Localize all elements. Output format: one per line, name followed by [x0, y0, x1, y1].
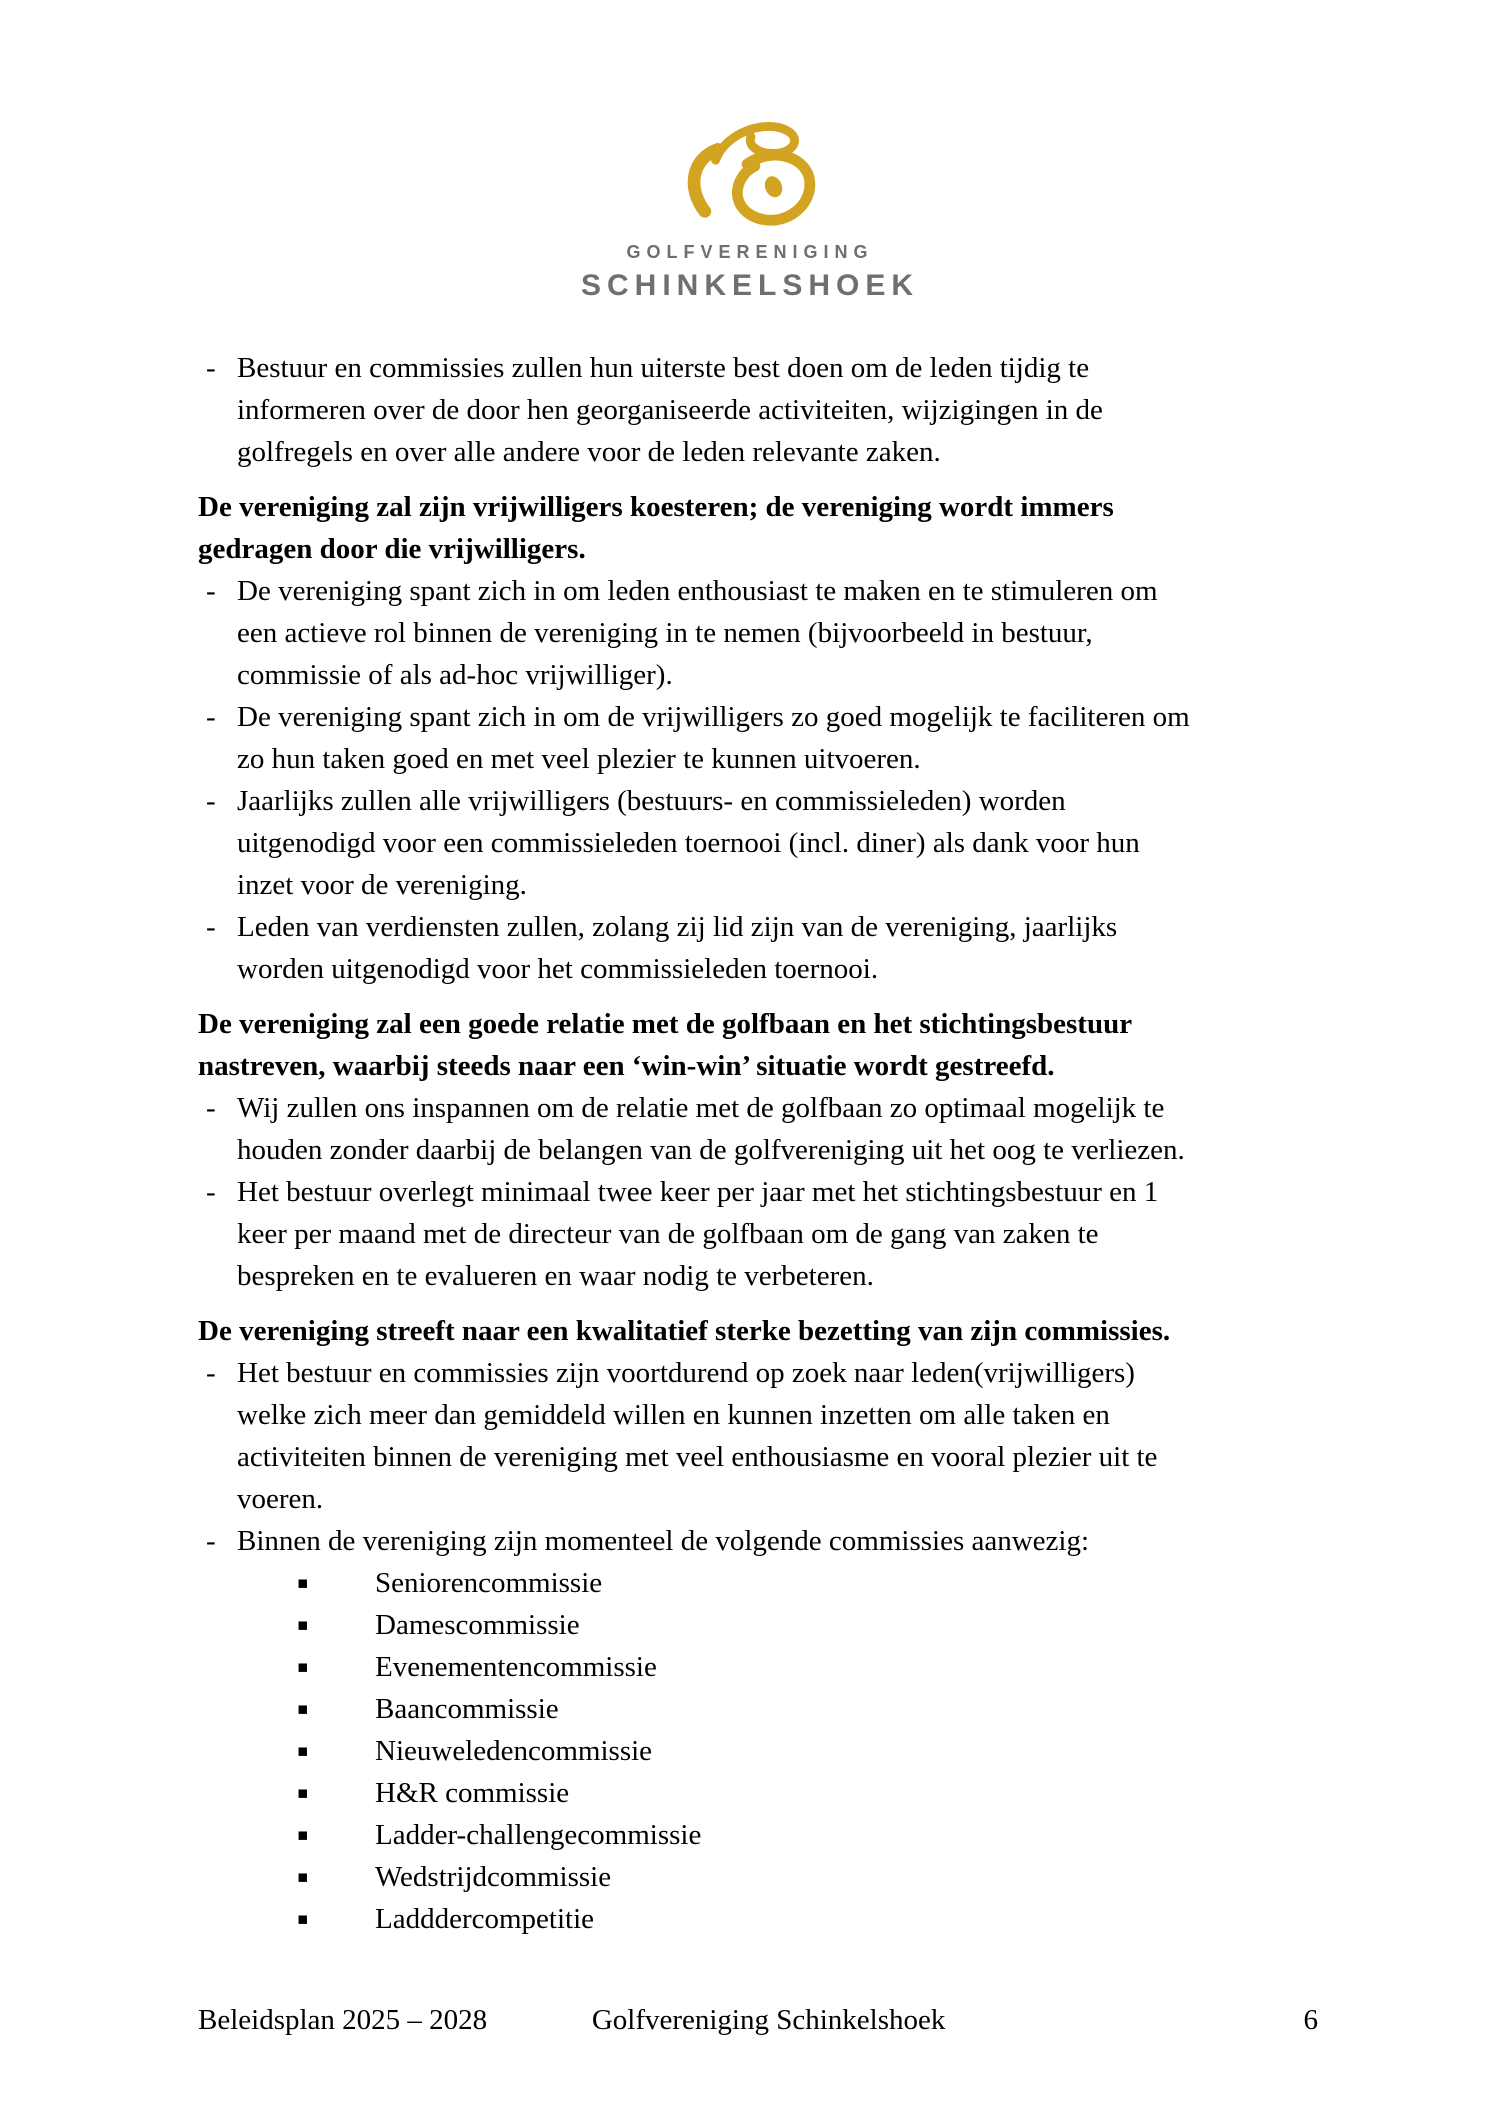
bullet-item	[198, 347, 1315, 473]
dash-bullet-marker: -	[206, 575, 216, 607]
text-line: keer per maand met de directeur van de golfbaan om de gang van zaken te	[237, 1218, 1099, 1250]
logo-orgtype-text: GOLFVERENIGING	[626, 242, 874, 262]
bullet-item	[198, 906, 1315, 990]
dash-bullet-marker: -	[206, 1092, 216, 1124]
sublist-item-label: Seniorencommissie	[375, 1567, 603, 1599]
heading-line: nastreven, waarbij steeds naar een ‘win-win’ situatie wordt gestreefd.	[198, 1050, 1055, 1082]
square-bullet-marker: ▪	[297, 1825, 309, 1845]
text-line: Het bestuur en commissies zijn voortdurend op zoek naar leden(vrijwilligers)	[237, 1357, 1135, 1389]
page-footer	[198, 2004, 1318, 2046]
sublist-item-label: Evenementencommissie	[375, 1651, 657, 1683]
bullet-text	[237, 696, 1315, 780]
footer-org-name: Golfvereniging Schinkelshoek	[591, 2004, 946, 2036]
dash-bullet-marker: -	[206, 785, 216, 817]
section-heading	[198, 1003, 1315, 1087]
golf-swing-swirl-icon	[675, 118, 825, 228]
bullet-item	[198, 780, 1315, 906]
bullet-text	[237, 780, 1315, 906]
sublist-item	[297, 1562, 1315, 1604]
square-bullet-marker: ▪	[297, 1909, 309, 1929]
dash-bullet-marker: -	[206, 1176, 216, 1208]
sublist-item-label: Ladder-challengecommissie	[375, 1819, 702, 1851]
bullet-text	[237, 906, 1315, 990]
footer-document-title: Beleidsplan 2025 – 2028	[198, 2004, 488, 2036]
sublist-item	[297, 1772, 1315, 1814]
sublist-item	[297, 1604, 1315, 1646]
footer-page-number: 6	[1303, 2004, 1318, 2036]
logo-name-text: SCHINKELSHOEK	[580, 269, 920, 302]
square-bullet-marker: ▪	[297, 1657, 309, 1677]
bullet-text	[237, 570, 1315, 696]
club-logo	[0, 0, 1500, 303]
square-bullet-marker: ▪	[297, 1741, 309, 1761]
bullet-item	[198, 1520, 1315, 1562]
text-line: uitgenodigd voor een commissieleden toernooi (incl. diner) als dank voor hun	[237, 827, 1140, 859]
section-heading	[198, 1310, 1315, 1352]
text-line: voeren.	[237, 1483, 324, 1515]
square-bullet-marker: ▪	[297, 1867, 309, 1887]
heading-line: De vereniging zal zijn vrijwilligers koesteren; de vereniging wordt immers	[198, 491, 1114, 523]
text-line: Het bestuur overlegt minimaal twee keer per jaar met het stichtingsbestuur en 1	[237, 1176, 1159, 1208]
document-body	[198, 347, 1315, 1940]
text-line: bespreken en te evalueren en waar nodig te verbeteren.	[237, 1260, 874, 1292]
text-line: Wij zullen ons inspannen om de relatie met de golfbaan zo optimaal mogelijk te	[237, 1092, 1165, 1124]
square-bullet-marker: ▪	[297, 1783, 309, 1803]
heading-line: gedragen door die vrijwilligers.	[198, 533, 586, 565]
sublist-item	[297, 1856, 1315, 1898]
text-line: informeren over de door hen georganiseerde activiteiten, wijzigingen in de	[237, 394, 1103, 426]
bullet-text	[237, 1087, 1315, 1171]
sublist-item-label: Wedstrijdcommissie	[375, 1861, 612, 1893]
dash-bullet-marker: -	[206, 1525, 216, 1557]
text-line: De vereniging spant zich in om leden enthousiast te maken en te stimuleren om	[237, 575, 1158, 607]
bullet-text	[237, 1352, 1315, 1520]
text-line: activiteiten binnen de vereniging met veel enthousiasme en vooral plezier uit te	[237, 1441, 1158, 1473]
dash-bullet-marker: -	[206, 701, 216, 733]
text-line: een actieve rol binnen de vereniging in te nemen (bijvoorbeeld in bestuur,	[237, 617, 1093, 649]
bullet-text	[237, 1520, 1315, 1562]
sublist-item	[297, 1646, 1315, 1688]
text-line: welke zich meer dan gemiddeld willen en kunnen inzetten om alle taken en	[237, 1399, 1110, 1431]
text-line: Binnen de vereniging zijn momenteel de volgende commissies aanwezig:	[237, 1525, 1090, 1557]
bullet-item	[198, 1087, 1315, 1171]
text-line: worden uitgenodigd voor het commissieleden toernooi.	[237, 953, 879, 985]
bullet-item	[198, 1171, 1315, 1297]
text-line: Jaarlijks zullen alle vrijwilligers (bestuurs- en commissieleden) worden	[237, 785, 1066, 817]
sublist-item	[297, 1688, 1315, 1730]
section-heading	[198, 486, 1315, 570]
sublist-item-label: Ladddercompetitie	[375, 1903, 595, 1935]
text-line: commissie of als ad-hoc vrijwilliger).	[237, 659, 673, 691]
sublist-item	[297, 1814, 1315, 1856]
square-bullet-marker: ▪	[297, 1699, 309, 1719]
sublist-item	[297, 1730, 1315, 1772]
text-line: Bestuur en commissies zullen hun uiterste best doen om de leden tijdig te	[237, 352, 1090, 384]
sublist-item	[297, 1898, 1315, 1940]
heading-line: De vereniging streeft naar een kwalitatief sterke bezetting van zijn commissies.	[198, 1315, 1171, 1347]
text-line: golfregels en over alle andere voor de leden relevante zaken.	[237, 436, 941, 468]
sublist-item-label: Baancommissie	[375, 1693, 559, 1725]
bullet-item	[198, 1352, 1315, 1520]
text-line: Leden van verdiensten zullen, zolang zij lid zijn van de vereniging, jaarlijks	[237, 911, 1118, 943]
heading-line: De vereniging zal een goede relatie met de golfbaan en het stichtingsbestuur	[198, 1008, 1133, 1040]
text-line: houden zonder daarbij de belangen van de golfvereniging uit het oog te verliezen.	[237, 1134, 1185, 1166]
bullet-item	[198, 696, 1315, 780]
bullet-item	[198, 570, 1315, 696]
sublist-item-label: Damescommissie	[375, 1609, 580, 1641]
dash-bullet-marker: -	[206, 1357, 216, 1389]
text-line: zo hun taken goed en met veel plezier te kunnen uitvoeren.	[237, 743, 921, 775]
sublist-item-label: H&R commissie	[375, 1777, 570, 1809]
sublist-item-label: Nieuweledencommissie	[375, 1735, 653, 1767]
dash-bullet-marker: -	[206, 352, 216, 384]
text-line: inzet voor de vereniging.	[237, 869, 527, 901]
text-line: De vereniging spant zich in om de vrijwilligers zo goed mogelijk te faciliteren om	[237, 701, 1190, 733]
bullet-text	[237, 347, 1315, 473]
dash-bullet-marker: -	[206, 911, 216, 943]
square-bullet-marker: ▪	[297, 1615, 309, 1635]
bullet-text	[237, 1171, 1315, 1297]
square-bullet-marker: ▪	[297, 1573, 309, 1593]
